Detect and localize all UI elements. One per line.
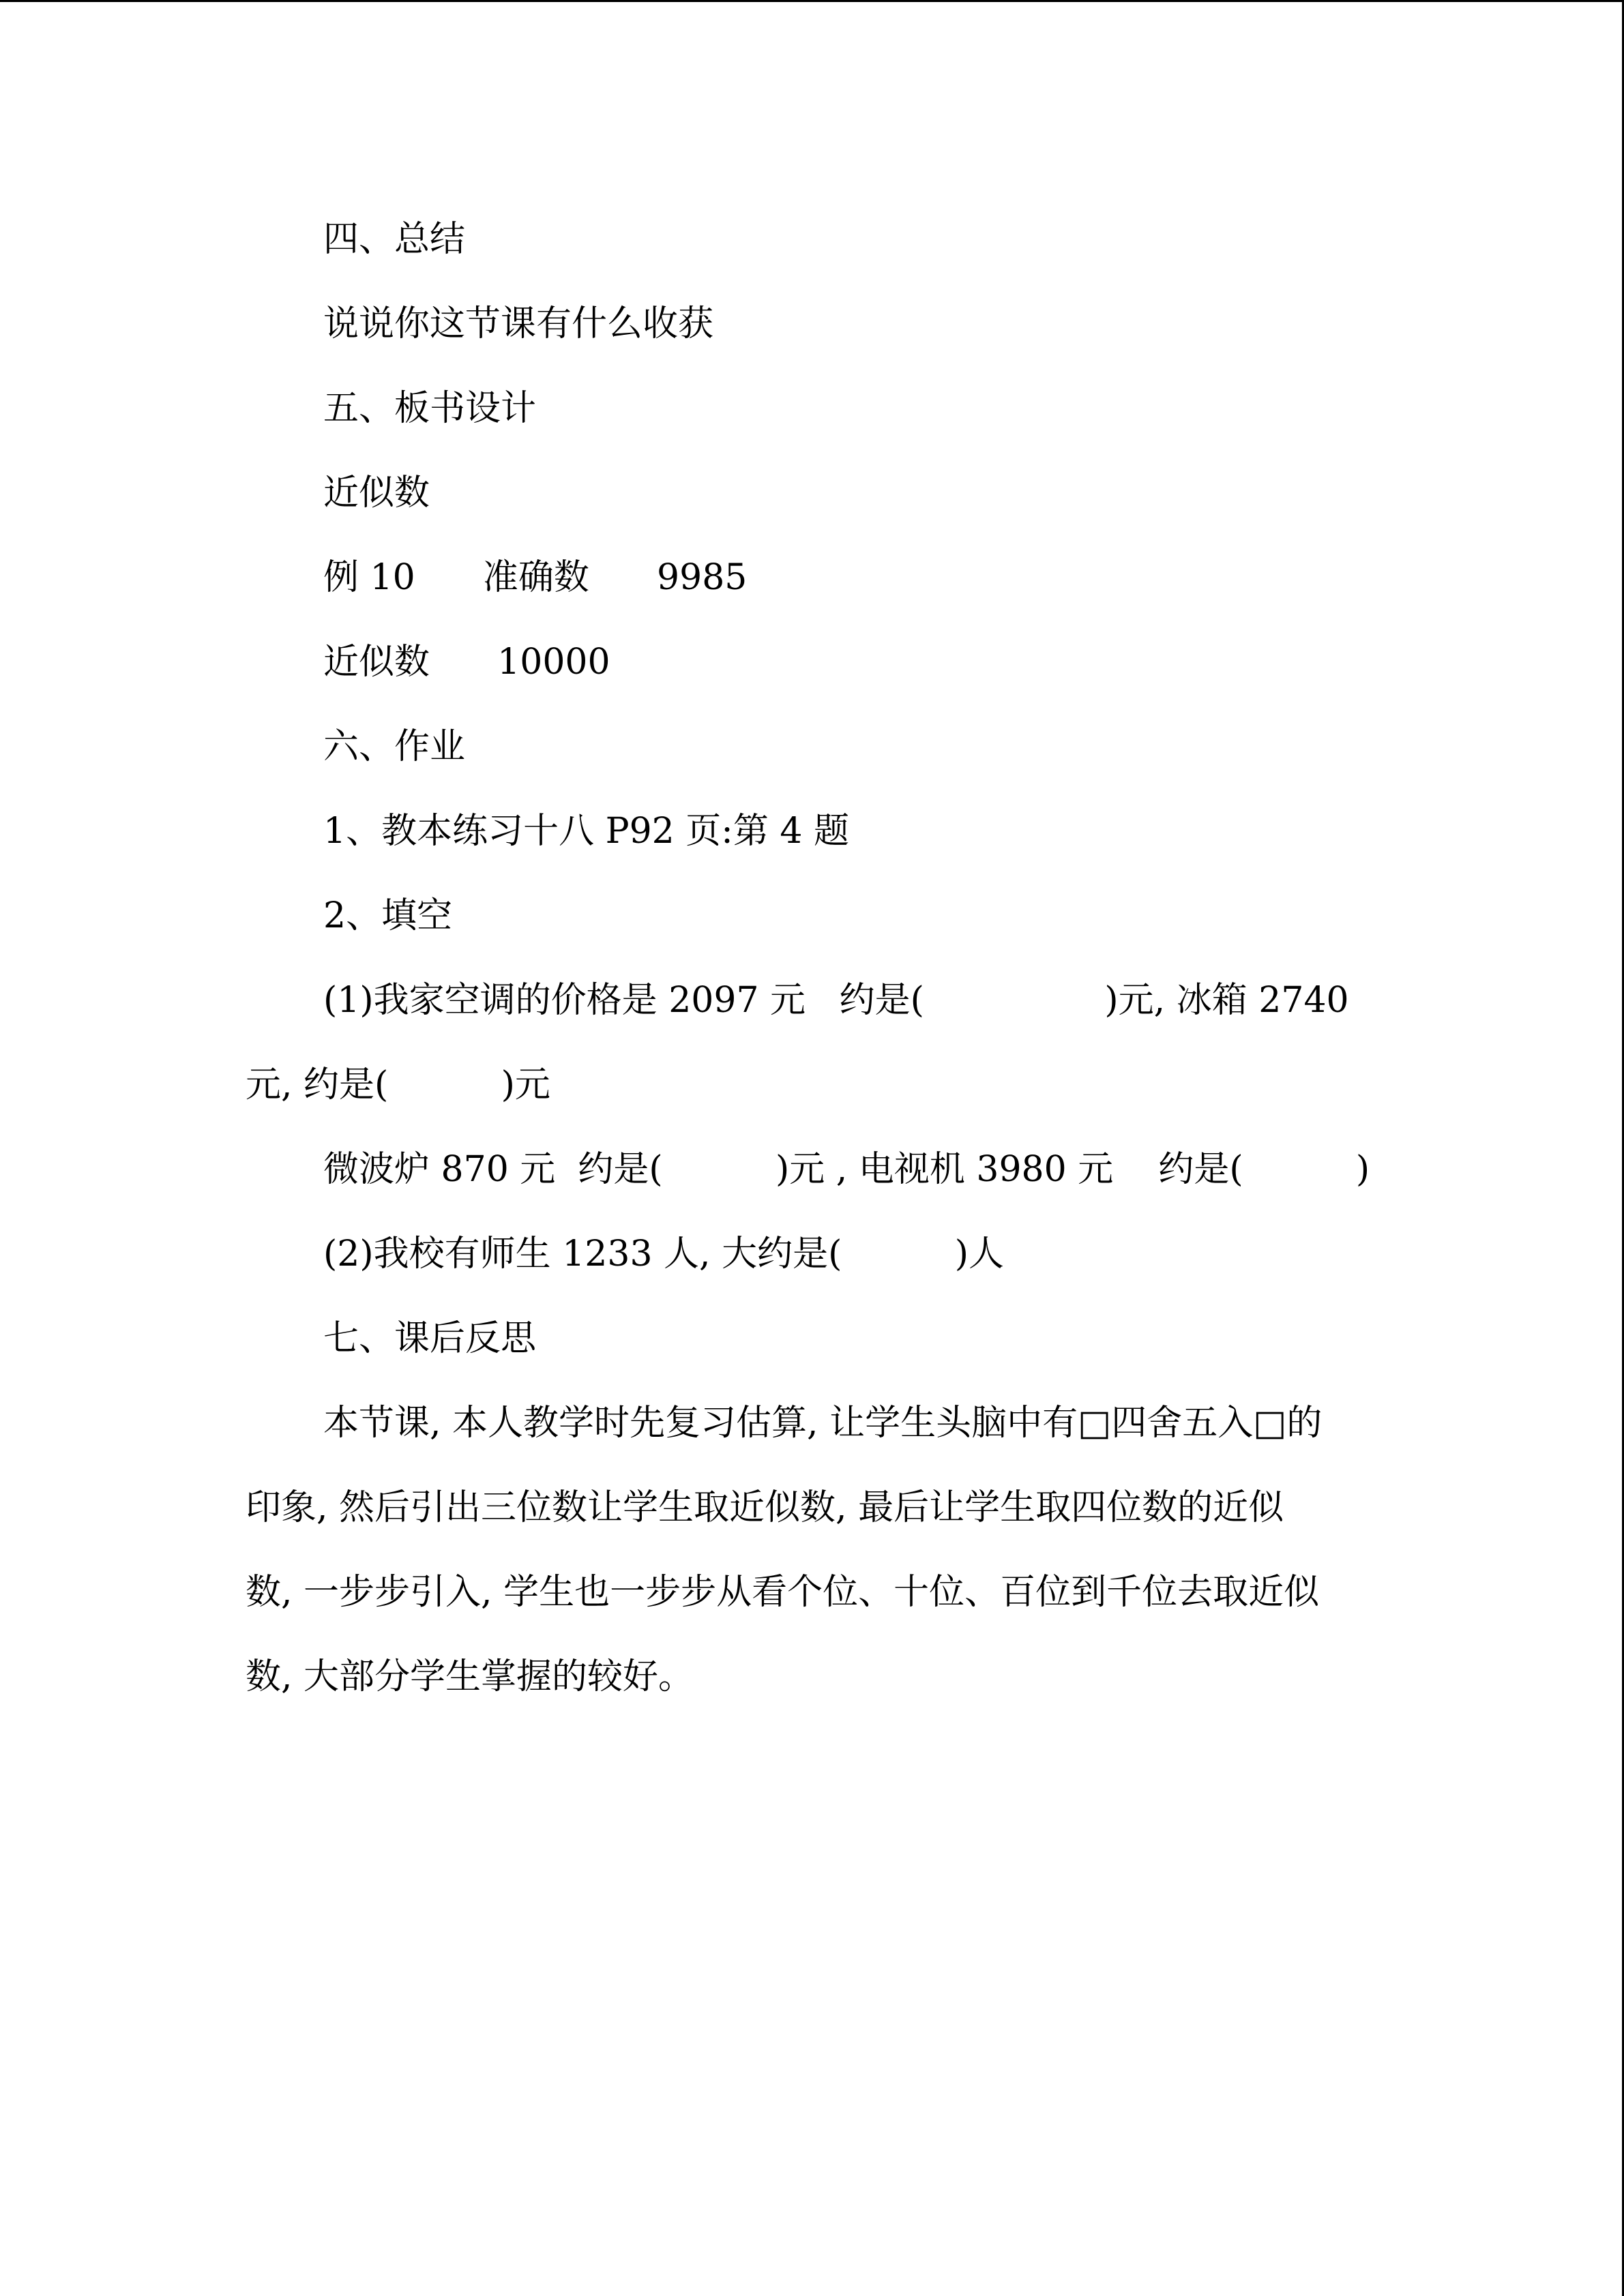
heading-summary: 四、总结 [323,219,466,260]
heading-board-design: 五、板书设计 [323,388,537,429]
reflection-line-3: 数, 一步步引入, 学生也一步步从看个位、十位、百位到千位去取近似 [246,1572,1320,1613]
board-approximate: 近似数 10000 [323,642,610,683]
board-example-exact: 例 10 准确数 9985 [323,557,748,598]
board-title: 近似数 [323,473,430,513]
homework-item-2: 2、填空 [323,895,453,936]
homework-item-1: 1、教本练习十八 P92 页:第 4 题 [323,811,849,852]
fill-blank-1-line-2: 元, 约是( )元 [246,1064,550,1105]
reflection-line-1: 本节课, 本人教学时先复习估算, 让学生头脑中有□四舍五入□的 [323,1403,1323,1444]
fill-blank-1-line-1: (1)我家空调的价格是 2097 元 约是( )元, 冰箱 2740 [323,980,1349,1021]
heading-reflection: 七、课后反思 [323,1318,537,1359]
heading-homework: 六、作业 [323,726,466,767]
reflection-line-2: 印象, 然后引出三位数让学生取近似数, 最后让学生取四位数的近似 [246,1487,1284,1528]
reflection-line-4: 数, 大部分学生掌握的较好。 [246,1656,694,1697]
fill-blank-1-line-3: 微波炉 870 元 约是( )元 , 电视机 3980 元 约是( ) [323,1149,1370,1190]
fill-blank-2: (2)我校有师生 1233 人, 大约是( )人 [323,1234,1004,1274]
summary-prompt: 说说你这节课有什么收获 [323,303,714,344]
